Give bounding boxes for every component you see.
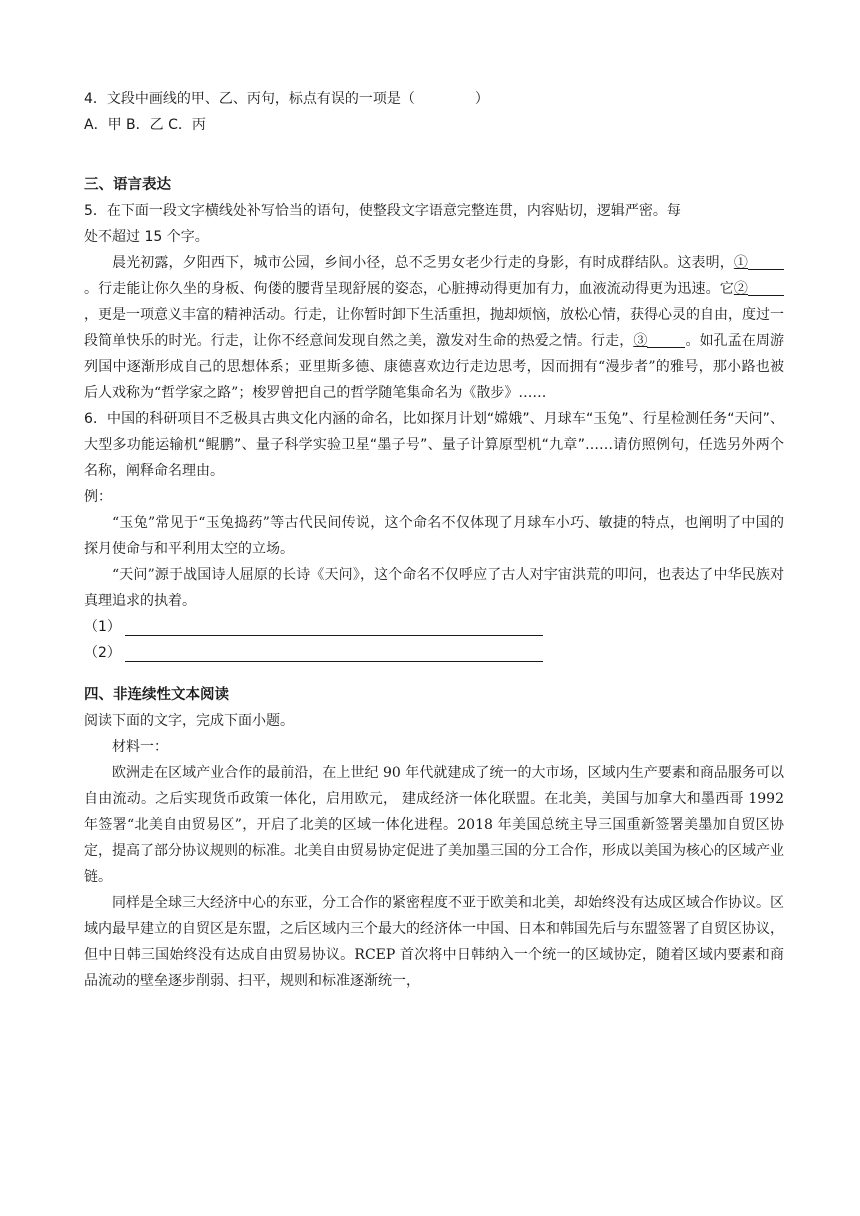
q4-options: A．甲 B．乙 C．丙 bbox=[84, 117, 206, 133]
q5-passage-b: 。行走能让你久坐的身板、佝偻的腰背呈现舒展的姿态，心脏搏动得更加有力，血液流动得更为迅速。它 bbox=[84, 281, 734, 297]
q6-example-label: 例： bbox=[84, 489, 112, 505]
answer-2-line[interactable] bbox=[125, 645, 543, 662]
blank-marker-1: ① bbox=[733, 255, 749, 271]
blank-marker-2: ② bbox=[733, 281, 749, 297]
q5-passage-a: 晨光初露，夕阳西下，城市公园，乡间小径，总不乏男女老少行走的身影，有时成群结队。这表明， bbox=[112, 255, 734, 271]
document-page bbox=[84, 86, 784, 994]
section-4-title: 四、非连续性文本阅读 bbox=[84, 687, 229, 703]
q5-passage-c: ，更是一项意义丰富的精神活动。行走，让你暂时卸下生活重担，抛却烦恼，放松心情，获得心灵的自由，度过一段简单快乐的时光。行走，让你不经意间发现自然之美，激发对生命的热爱之情。行走， bbox=[84, 307, 784, 349]
answer-1-label: （1） bbox=[84, 619, 121, 635]
q5-passage-d: 。如孔孟在周游列国中逐渐形成自己的思想体系；亚里斯多德、康德喜欢边行走边思考，因而拥有“漫步者”的雅号，那小路也被后人戏称为“哲学家之路”；梭罗曾把自己的哲学随笔集命名为《散步》…… bbox=[84, 333, 785, 401]
q6-answer-1 bbox=[84, 614, 784, 640]
section-3-title: 三、语言表达 bbox=[84, 177, 171, 193]
q4-stem-text: 4．文段中画线的甲、乙、丙句，标点有误的一项是（ bbox=[84, 91, 415, 107]
material-paragraph-1: 欧洲走在区域产业合作的最前沿，在上世纪 90 年代就建成了统一的大市场，区域内生产要素和商品服务可以自由流动。之后实现货币政策一体化，启用欧元， 建成经济一体化联盟。在北美，美国与加拿大和墨西哥 1992 年签署“北美自由贸易区”，开启了北美的区域一体化进程。2018 年美国总统主导三国重新签署美墨加自贸区协定，提高了部分协议规则的标准。北美自由贸易协定促进了美加墨三国的分工合作，形成以美国为核心的区域产业链。 bbox=[84, 765, 784, 885]
q5-stem-line1: 5．在下面一段文字横线处补写恰当的语句，使整段文字语意完整连贯，内容贴切，逻辑严密。每 bbox=[84, 203, 681, 219]
q6-example-1: “玉兔”常见于“玉兔捣药”等古代民间传说，这个命名不仅体现了月球车小巧、敏捷的特点，也阐明了中国的探月使命与和平利用太空的立场。 bbox=[84, 515, 784, 557]
q6-answer-2 bbox=[84, 640, 784, 666]
q4-stem bbox=[84, 86, 784, 112]
q4-stem-end: ） bbox=[474, 91, 489, 107]
material-paragraph-2: 同样是全球三大经济中心的东亚，分工合作的紧密程度不亚于欧美和北美，却始终没有达成区域合作协议。区域内最早建立的自贸区是东盟，之后区域内三个最大的经济体一中国、日本和韩国先后与东盟签署了自贸区协议，但中日韩三国始终没有达成自由贸易协议。RCEP 首次将中日韩纳入一个统一的区域协定，随着区域内要素和商品流动的壁垒逐步削弱、扫平，规则和标准逐渐统一， bbox=[84, 895, 784, 989]
section-4-intro: 阅读下面的文字，完成下面小题。 bbox=[84, 713, 294, 729]
q6-stem: 6．中国的科研项目不乏极具古典文化内涵的命名，比如探月计划“嫦娥”、月球车“玉兔”、行星检测任务“天问”、大型多功能运输机“鲲鹏”、量子科学实验卫星“墨子号”、量子计算原型机“九章”……请仿照例句，任选另外两个名称，阐释命名理由。 bbox=[84, 411, 784, 479]
answer-1-line[interactable] bbox=[125, 619, 543, 636]
blank-marker-3: ③ bbox=[633, 333, 648, 349]
q5-passage bbox=[84, 250, 784, 406]
blank-3[interactable] bbox=[647, 331, 685, 348]
blank-1[interactable] bbox=[748, 253, 784, 270]
answer-2-label: （2） bbox=[84, 645, 121, 661]
blank-2[interactable] bbox=[748, 279, 784, 296]
q5-stem-line2: 处不超过 15 个字。 bbox=[84, 229, 209, 245]
q6-example-2: “天问”源于战国诗人屈原的长诗《天问》，这个命名不仅呼应了古人对宇宙洪荒的叩问，也表达了中华民族对真理追求的执着。 bbox=[84, 567, 784, 609]
material-label: 材料一： bbox=[112, 739, 168, 755]
